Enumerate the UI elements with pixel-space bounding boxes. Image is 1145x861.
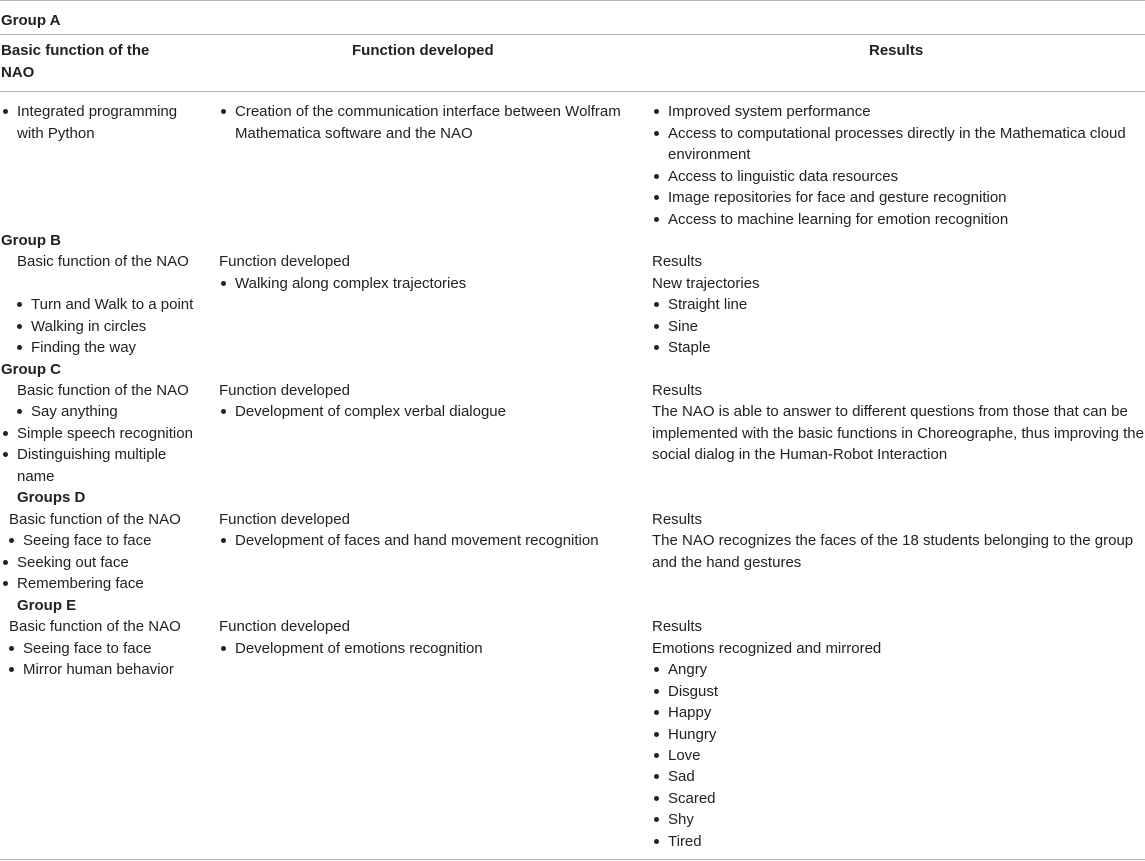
group-e-result-item: Angry	[668, 661, 708, 678]
group-d-results-text: and the hand gestures	[652, 554, 802, 571]
group-e-result-item: Love	[668, 747, 701, 764]
group-d-results-label: Results	[652, 511, 703, 528]
group-b-result-item: Straight line	[668, 296, 748, 313]
group-c-basic-item: Simple speech recognition	[17, 425, 193, 442]
header-results: Results	[869, 42, 924, 59]
group-e-result-item: Shy	[668, 811, 694, 828]
table-bottom-rule	[0, 859, 1145, 860]
group-e-basic-item: Mirror human behavior	[23, 661, 174, 678]
group-c-results-text: social dialog in the Human-Robot Interaction	[652, 446, 948, 463]
group-a-result-item: Improved system performance	[668, 103, 871, 120]
group-a-developed-item: Creation of the communication interface between Wolfram	[235, 103, 621, 120]
group-c-results-text: The NAO is able to answer to different questions from those that can be	[652, 403, 1128, 420]
group-b-title: Group B	[1, 232, 61, 249]
group-d-results-text: The NAO recognizes the faces of the 18 students belonging to the group	[652, 532, 1134, 549]
group-c-results-text: implemented with the basic functions in Choreographe, thus improving the	[652, 425, 1144, 442]
group-b-basic-item: Finding the way	[31, 339, 137, 356]
group-a-result-item: Image repositories for face and gesture recognition	[668, 189, 1007, 206]
group-d-developed-item: Development of faces and hand movement recognition	[235, 532, 599, 549]
group-d-basic-item: Seeking out face	[17, 554, 129, 571]
group-a-result-item: Access to machine learning for emotion recognition	[668, 211, 1009, 228]
group-b-result-item: Sine	[668, 318, 699, 335]
header-rule	[0, 34, 1145, 35]
group-c-basic-item-cont: name	[17, 468, 55, 485]
header-basic-function-nao: NAO	[1, 64, 35, 81]
group-a-basic-item: Integrated programming	[17, 103, 178, 120]
header-function-developed: Function developed	[352, 42, 494, 59]
group-e-result-item: Hungry	[668, 726, 717, 743]
group-d-basic-label: Basic function of the NAO	[9, 511, 181, 528]
group-a-developed-item-cont: Mathematica software and the NAO	[235, 125, 473, 142]
group-e-result-item: Scared	[668, 790, 716, 807]
group-b-results-label: Results	[652, 253, 703, 270]
group-a-result-item: Access to linguistic data resources	[668, 168, 899, 185]
group-b-results-sub: New trajectories	[652, 275, 760, 292]
group-e-result-item: Disgust	[668, 683, 719, 700]
group-b-basic-label: Basic function of the NAO	[17, 253, 189, 270]
group-e-title: Group E	[17, 597, 77, 614]
header-bottom-rule	[0, 91, 1145, 92]
table-top-rule	[0, 0, 1145, 1]
group-b-basic-item: Turn and Walk to a point	[31, 296, 194, 313]
group-c-title: Group C	[1, 361, 61, 378]
group-e-developed-label: Function developed	[219, 618, 350, 635]
group-c-developed-item: Development of complex verbal dialogue	[235, 403, 506, 420]
group-d-title: Groups D	[17, 489, 86, 506]
group-d-basic-item: Seeing face to face	[23, 532, 152, 549]
group-a-title: Group A	[1, 12, 61, 29]
group-e-developed-item: Development of emotions recognition	[235, 640, 483, 657]
group-d-basic-item: Remembering face	[17, 575, 144, 592]
group-c-basic-label: Basic function of the NAO	[17, 382, 189, 399]
group-e-result-item: Sad	[668, 768, 695, 785]
group-a-result-item: Access to computational processes directly in the Mathematica cloud	[668, 125, 1126, 142]
group-b-basic-item: Walking in circles	[31, 318, 147, 335]
group-c-results-label: Results	[652, 382, 703, 399]
group-b-result-item: Staple	[668, 339, 711, 356]
group-e-result-item: Tired	[668, 833, 702, 850]
group-e-results-sub: Emotions recognized and mirrored	[652, 640, 882, 657]
group-e-basic-item: Seeing face to face	[23, 640, 152, 657]
header-basic-function: Basic function of the	[1, 42, 150, 59]
group-c-basic-item: Distinguishing multiple	[17, 446, 167, 463]
group-c-basic-item: Say anything	[31, 403, 118, 420]
group-d-developed-label: Function developed	[219, 511, 350, 528]
group-b-developed-label: Function developed	[219, 253, 350, 270]
group-b-developed-item: Walking along complex trajectories	[235, 275, 467, 292]
group-c-developed-label: Function developed	[219, 382, 350, 399]
group-a-basic-item-cont: with Python	[17, 125, 95, 142]
group-a-result-item-cont: environment	[668, 146, 751, 163]
group-e-results-label: Results	[652, 618, 703, 635]
group-e-basic-label: Basic function of the NAO	[9, 618, 181, 635]
group-e-result-item: Happy	[668, 704, 712, 721]
